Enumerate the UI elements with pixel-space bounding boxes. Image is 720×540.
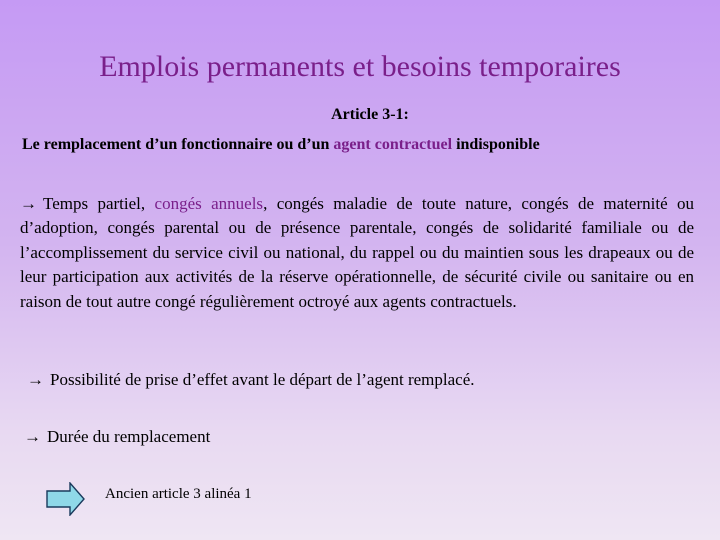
- article-subject-highlight: agent contractuel: [333, 136, 453, 153]
- bullet-effect-text: Possibilité de prise d’effet avant le départ de l’agent remplacé.: [50, 370, 475, 389]
- block-arrow-icon: [46, 482, 86, 516]
- bullet-leave-start: Temps partiel,: [43, 194, 155, 213]
- bullet-duration-text: Durée du remplacement: [47, 427, 211, 446]
- article-subject: [22, 136, 702, 154]
- arrow-right-icon: →: [20, 194, 37, 213]
- article-subject-end: indisponible: [452, 136, 540, 153]
- arrow-right-icon: →: [27, 370, 44, 389]
- slide-title: Emplois permanents et besoins temporaires: [99, 50, 621, 83]
- bullet-duration: [24, 427, 210, 447]
- article-subject-start: Le remplacement d’un fonctionnaire ou d’un: [22, 136, 334, 153]
- bullet-leave-highlight: congés annuels: [154, 194, 264, 213]
- former-article-note: Ancien article 3 alinéa 1: [105, 486, 252, 502]
- arrow-right-icon: →: [24, 427, 41, 446]
- bullet-leave-types: [20, 192, 694, 314]
- bullet-effect-date: [27, 370, 475, 390]
- bullet-leave-rest: , congés maladie de toute nature, congés de maternité ou d’adoption, congés parental ou de présence parentale, congés de solidarité familiale ou de l’accomplissement du service civil ou national, du rappel ou du maintien sous les drapeaux ou de leur participation aux activités de la réserve opérationnelle, de sécurité civile ou sanitaire ou en raison de tout autre congé régulièrement octroyé aux agents contractuels.: [20, 194, 694, 311]
- article-heading: Article 3-1:: [331, 106, 409, 123]
